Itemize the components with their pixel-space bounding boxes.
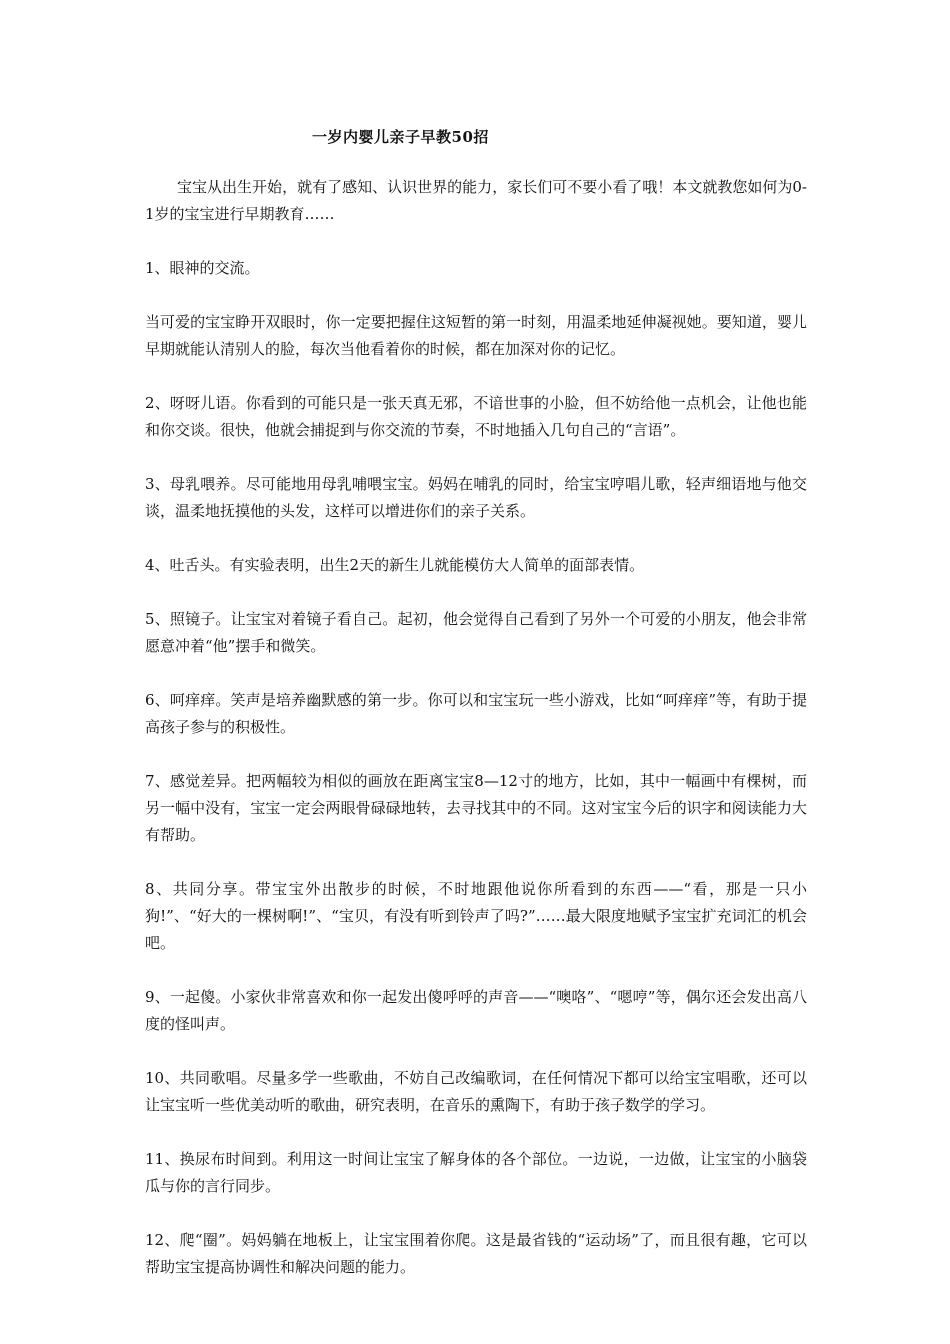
intro-paragraph: 宝宝从出生开始，就有了感知、认识世界的能力，家长们可不要小看了哦！本文就教您如何为0-1岁的宝宝进行早期教育…… (145, 178, 807, 223)
document-title: 一岁内婴儿亲子早教50招 (312, 128, 489, 146)
paragraph-item-10: 10、共同歌唱。尽量多学一些歌曲，不妨自己改编歌词，在任何情况下都可以给宝宝唱歌，还可以让宝宝听一些优美动听的歌曲，研究表明，在音乐的熏陶下，有助于孩子数学的学习。 (145, 1069, 807, 1114)
paragraph-item-7: 7、感觉差异。把两幅较为相似的画放在距离宝宝8—12寸的地方，比如，其中一幅画中有棵树，而另一幅中没有，宝宝一定会两眼骨碌碌地转，去寻找其中的不同。这对宝宝今后的识字和阅读能力大有帮助。 (145, 772, 807, 844)
paragraph-item-3: 3、母乳喂养。尽可能地用母乳哺喂宝宝。妈妈在哺乳的同时，给宝宝哼唱儿歌，轻声细语地与他交谈，温柔地抚摸他的头发，这样可以增进你们的亲子关系。 (145, 475, 807, 520)
paragraph-item-12: 12、爬“圈”。妈妈躺在地板上，让宝宝围着你爬。这是最省钱的“运动场”了，而且很有趣，它可以帮助宝宝提高协调性和解决问题的能力。 (145, 1231, 807, 1276)
paragraph-item-8: 8、共同分享。带宝宝外出散步的时候，不时地跟他说你所看到的东西——“看，那是一只小狗!”、“好大的一棵树啊!”、“宝贝，有没有听到铃声了吗?”……最大限度地赋予宝宝扩充词汇的机会吧。 (145, 880, 807, 952)
paragraph-item-6: 6、呵痒痒。笑声是培养幽默感的第一步。你可以和宝宝玩一些小游戏，比如“呵痒痒”等，有助于提高孩子参与的积极性。 (145, 691, 807, 736)
paragraph-item-11: 11、换尿布时间到。利用这一时间让宝宝了解身体的各个部位。一边说，一边做，让宝宝的小脑袋瓜与你的言行同步。 (145, 1150, 807, 1195)
paragraph-item-1-heading: 1、眼神的交流。 (145, 259, 260, 277)
paragraph-item-1-body: 当可爱的宝宝睁开双眼时，你一定要把握住这短暂的第一时刻，用温柔地延伸凝视她。要知道，婴儿早期就能认清别人的脸，每次当他看着你的时候，都在加深对你的记忆。 (145, 313, 807, 358)
paragraph-item-5: 5、照镜子。让宝宝对着镜子看自己。起初，他会觉得自己看到了另外一个可爱的小朋友，他会非常愿意冲着“他”摆手和微笑。 (145, 610, 807, 655)
document-body (145, 174, 807, 1308)
paragraph-item-2: 2、呀呀儿语。你看到的可能只是一张天真无邪，不谙世事的小脸，但不妨给他一点机会，让他也能和你交谈。很快，他就会捕捉到与你交流的节奏，不时地插入几句自己的“言语”。 (145, 394, 807, 439)
paragraph-item-9: 9、一起傻。小家伙非常喜欢和你一起发出傻呼呼的声音——“噢咯”、“嗯哼”等，偶尔还会发出高八度的怪叫声。 (145, 988, 807, 1033)
paragraph-item-4: 4、吐舌头。有实验表明，出生2天的新生儿就能模仿大人简单的面部表情。 (145, 556, 645, 574)
